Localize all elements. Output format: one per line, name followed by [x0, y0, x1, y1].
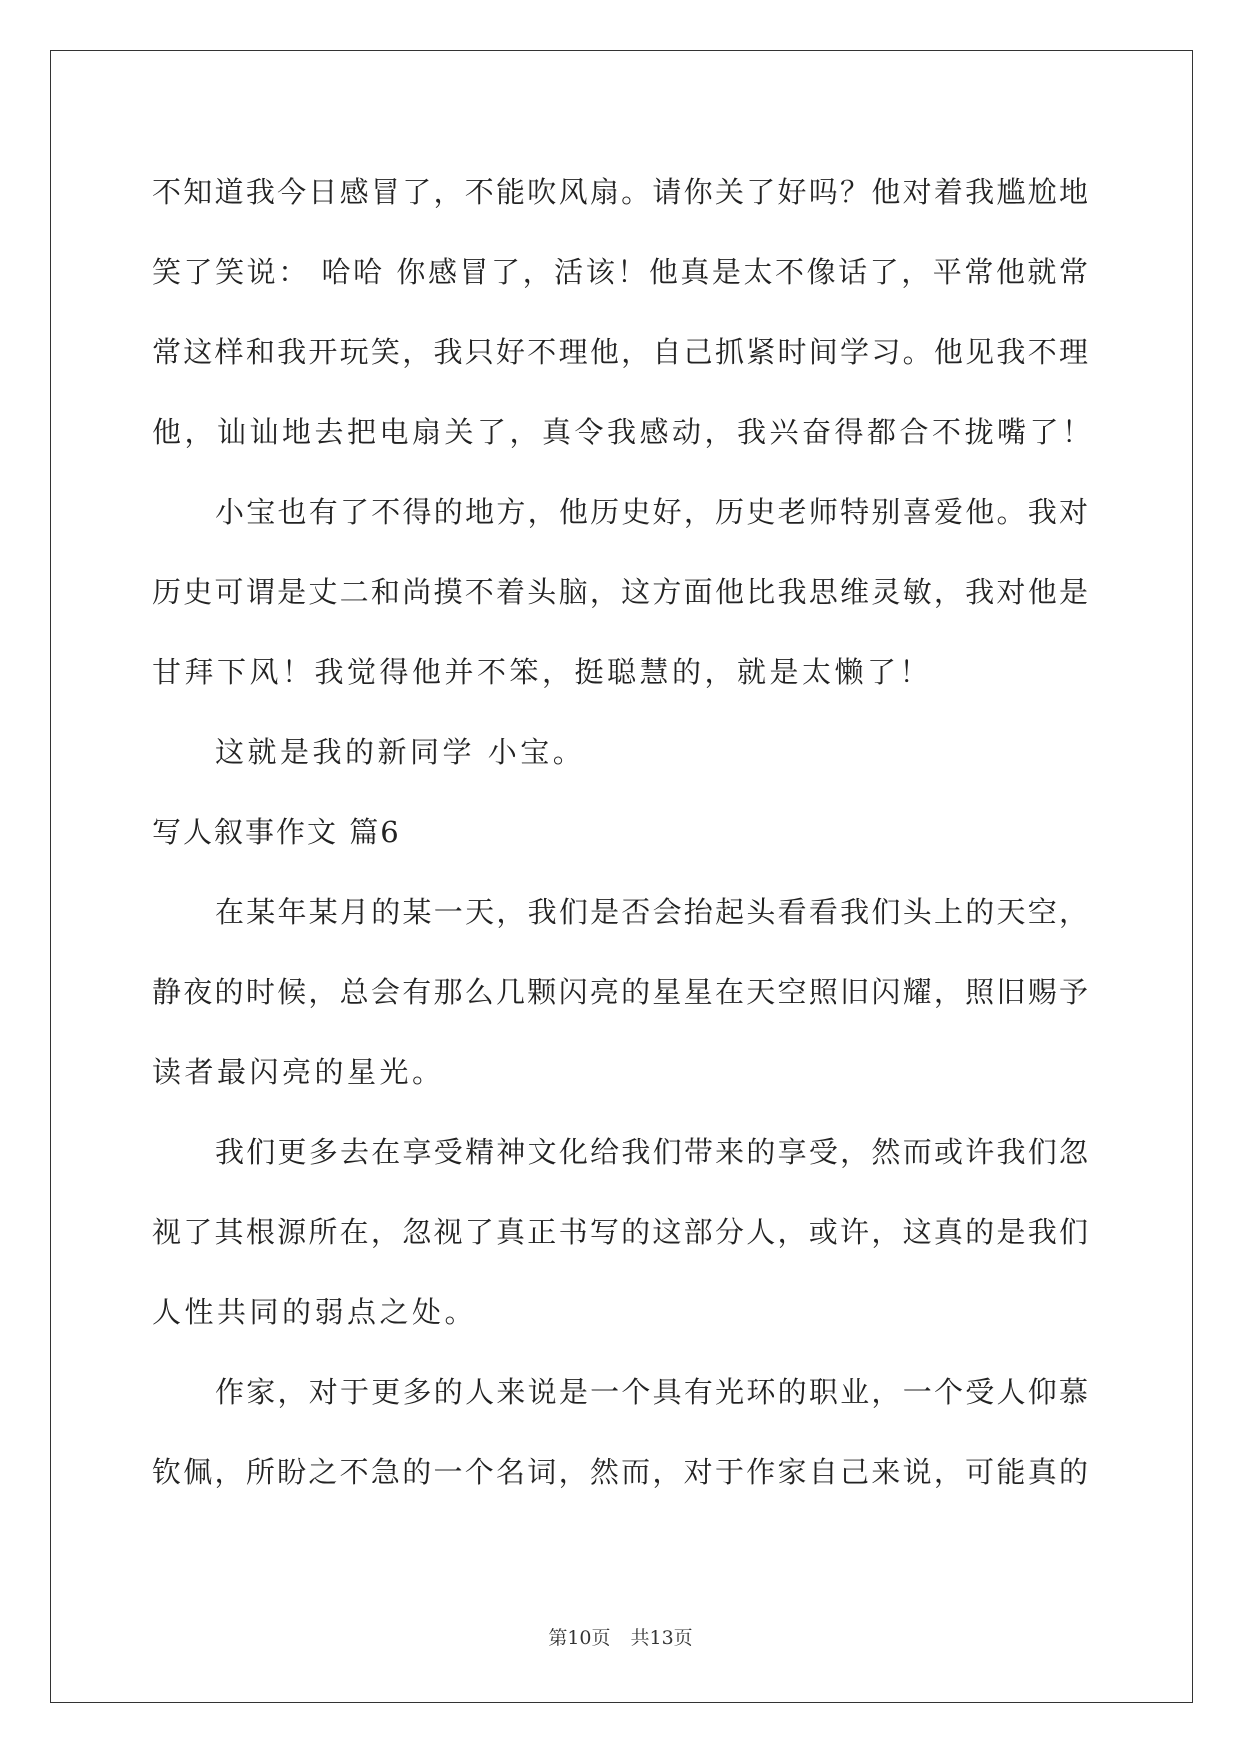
page-number: 第10页 [548, 1627, 611, 1649]
text-line: 钦佩，所盼之不急的一个名词，然而，对于作家自己来说，可能真的 [152, 1455, 1088, 1489]
paragraph-first-line: 我们更多去在享受精神文化给我们带来的享受，然而或许我们忽 [215, 1135, 1088, 1169]
section-heading: 写人叙事作文 篇6 [152, 815, 401, 849]
paragraph-first-line: 作家，对于更多的人来说是一个具有光环的职业，一个受人仰慕 [215, 1375, 1088, 1409]
paragraph-first-line: 小宝也有了不得的地方，他历史好，历史老师特别喜爱他。我对 [215, 495, 1088, 529]
paragraph-first-line: 在某年某月的某一天，我们是否会抬起头看看我们头上的天空， [215, 895, 1088, 929]
text-line: 他，讪讪地去把电扇关了，真令我感动，我兴奋得都合不拢嘴了！ [152, 415, 1095, 449]
text-line: 读者最闪亮的星光。 [152, 1055, 445, 1089]
text-line: 常这样和我开玩笑，我只好不理他，自己抓紧时间学习。他见我不理 [152, 335, 1088, 369]
text-line: 不知道我今日感冒了，不能吹风扇。请你关了好吗？他对着我尴尬地 [152, 175, 1088, 209]
paragraph-first-line: 这就是我的新同学 小宝。 [215, 735, 586, 769]
text-line: 笑了笑说： 哈哈 你感冒了，活该！他真是太不像话了，平常他就常 [152, 255, 1088, 289]
text-line: 视了其根源所在，忽视了真正书写的这部分人，或许，这真的是我们 [152, 1215, 1088, 1249]
text-line: 甘拜下风！我觉得他并不笨，挺聪慧的，就是太懒了！ [152, 655, 933, 689]
text-line: 人性共同的弱点之处。 [152, 1295, 478, 1329]
text-line: 静夜的时候，总会有那么几颗闪亮的星星在天空照旧闪耀，照旧赐予 [152, 975, 1088, 1009]
text-line: 历史可谓是丈二和尚摸不着头脑，这方面他比我思维灵敏，我对他是 [152, 575, 1088, 609]
page-total: 共13页 [630, 1627, 693, 1649]
page-footer [0, 1623, 1241, 1650]
